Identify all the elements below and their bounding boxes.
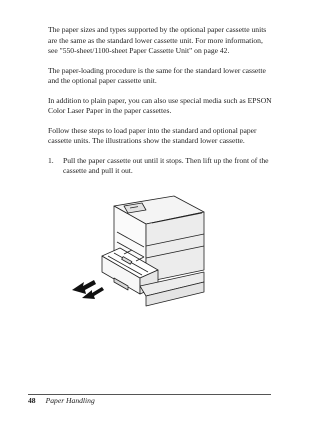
paragraph-cassette-support: The paper sizes and types supported by the optional paper cassette units are the same as the standard lower cassette unit. For more information, see "550-sheet/1100-sheet Paper Cassette Unit" on page 42. xyxy=(48,25,267,56)
section-title: Paper Handling xyxy=(45,396,95,405)
page-footer xyxy=(28,396,95,406)
footer-rule xyxy=(28,394,271,395)
paragraph-special-media: In addition to plain paper, you can also use special media such as EPSON Color Laser Paper in the paper cassettes. xyxy=(48,95,272,116)
body-text xyxy=(48,25,272,177)
printer-cassette-icon xyxy=(62,186,212,314)
step-1 xyxy=(48,156,272,177)
page-number: 48 xyxy=(28,396,36,405)
paragraph-loading-procedure: The paper-loading procedure is the same for the standard lower cassette and the optional paper cassette unit. xyxy=(48,65,266,86)
step-text: Pull the paper cassette out until it stops. Then lift up the front of the cassette and pull it out. xyxy=(63,155,269,176)
step-number: 1. xyxy=(48,155,54,165)
paragraph-follow-steps: Follow these steps to load paper into the standard and optional paper cassette units. The illustrations show the standard lower cassette. xyxy=(48,125,257,146)
printer-cassette-illustration xyxy=(62,186,212,314)
